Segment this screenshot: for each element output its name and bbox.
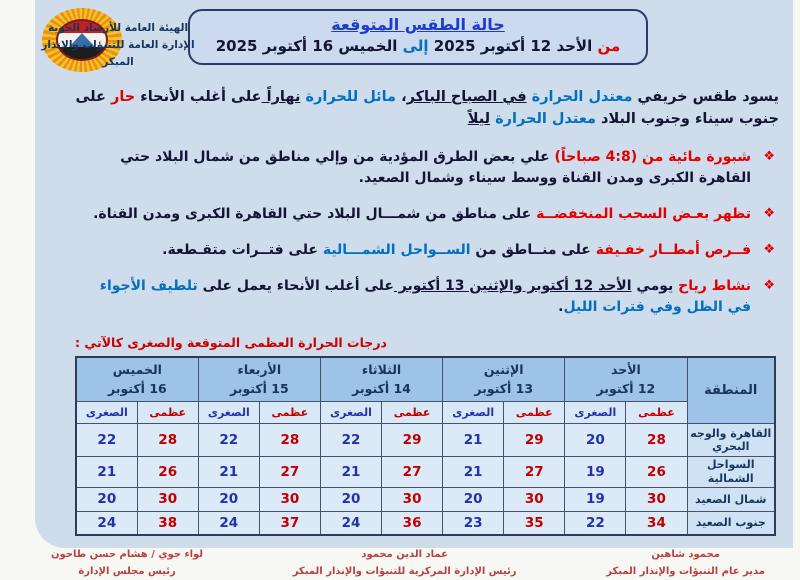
weather-bulletin-document [35,0,793,578]
text-segment: يعمل على [197,277,272,294]
document-title: حالة الطقس المتوقعة [331,15,505,34]
bulletin-header [35,0,793,82]
temperature-table-body [76,424,775,536]
signature-name: محمود شاهين [651,549,720,561]
forecast-bullet [75,204,781,225]
region-name-cell: السواحل الشمالية [687,457,775,488]
min-temp-cell: 22 [198,424,259,457]
min-temp-cell: 21 [320,457,381,488]
day-header: الأحد 12 أكتوبر [565,357,687,402]
max-temp-cell: 27 [382,457,443,488]
text-segment: تلطيف الأجواء في الظل وفي فترات الليل [99,277,751,315]
text-segment: الخميس 16 أكتوبر 2025 [215,37,398,55]
max-subheader: عظمى [626,402,687,424]
max-temp-cell: 36 [382,511,443,535]
forecast-content [35,82,793,318]
min-temp-cell: 22 [76,424,137,457]
max-temp-cell: 27 [504,457,565,488]
table-row [76,457,775,488]
day-header: الخميس 16 أكتوبر [76,357,198,402]
intro-paragraph [75,86,781,131]
text-segment: تظهر بعـض السحب المنخفضــة [531,205,751,222]
min-temp-cell: 22 [565,511,626,535]
max-temp-cell: 30 [137,487,198,511]
text-segment: ليلاً [467,111,491,128]
text-segment: يسود طقس خريفي [632,89,779,105]
table-row [76,487,775,511]
text-segment: على جنوب سيناء وجنوب البلاد [75,89,779,128]
bullet-diamond-icon: ❖ [763,205,775,221]
forecast-bullet [75,276,781,318]
text-segment: الأحد 12 أكتوبر والإثنين 13 أكتوبر [393,277,632,294]
min-subheader: الصغرى [443,402,504,424]
signature-title: مدير عام التنبؤات والإنذار المبكر [606,566,765,578]
min-temp-cell: 21 [198,457,259,488]
text-segment: الســواحل الشمـــالية [317,241,471,258]
temperature-table-head [76,357,775,424]
min-temp-cell: 21 [443,457,504,488]
document-subtitle [190,37,646,55]
max-temp-cell: 28 [137,424,198,457]
text-segment: في الصباح الباكر [406,89,527,105]
min-temp-cell: 20 [320,487,381,511]
max-temp-cell: 29 [504,424,565,457]
max-temp-cell: 27 [259,457,320,488]
forecast-bullet [75,240,781,261]
max-temp-cell: 26 [137,457,198,488]
bullet-diamond-icon: ❖ [763,277,775,293]
max-temp-cell: 38 [137,511,198,535]
bullets-list [75,147,781,318]
region-name-cell: جنوب الصعيد [687,511,775,535]
table-row [76,424,775,457]
text-segment: على فتــرات متقـطعة. [162,241,318,258]
min-temp-cell: 21 [76,457,137,488]
text-segment: . [558,298,564,315]
text-segment: حار [105,89,136,105]
text-segment: علي بعض الطرق المؤدية من وإلي مناطق من شمال البلاد حتي القاهرة الكبرى ومدن القناة ووسط سيناء وشمال الصعيد. [120,148,751,186]
table-row [76,511,775,535]
authority-line-2: الإدارة العامة للتنبؤات والإنذار المبكر [41,38,195,68]
max-temp-cell: 30 [259,487,320,511]
text-segment: الأحد 12 أكتوبر 2025 [428,37,593,55]
signature-name: عماد الدين محمود [361,549,448,561]
text-segment: على منــاطق من [470,241,591,258]
signature-title: رئيس مجلس الإدارة [78,566,176,578]
signatures-footer [35,536,793,580]
text-segment: على أغلب الأنحاء [135,89,262,105]
max-temp-cell: 28 [626,424,687,457]
max-subheader: عظمى [259,402,320,424]
signature-director [606,546,765,580]
min-subheader: الصغرى [198,402,259,424]
text-segment: معتدل الحرارة [490,111,596,128]
min-temp-cell: 21 [443,424,504,457]
text-segment: من [592,37,621,55]
max-temp-cell: 28 [259,424,320,457]
text-segment: ، [396,89,407,105]
forecast-bullet [75,147,781,189]
min-temp-cell: 19 [565,487,626,511]
min-temp-cell: 19 [565,457,626,488]
text-segment: على مناطق من شمـــال البلاد حتي القاهرة الكبرى ومدن القناة. [93,205,532,222]
max-temp-cell: 29 [382,424,443,457]
text-segment: إلى [397,37,429,55]
signature-name: لواء جوي / هشام حسن طاحون [51,549,204,561]
min-temp-cell: 20 [76,487,137,511]
min-subheader: الصغرى [76,402,137,424]
day-header: الثلاثاء 14 أكتوبر [320,357,442,402]
max-subheader: عظمى [504,402,565,424]
min-temp-cell: 24 [320,511,381,535]
text-segment: على أغلب الأنحاء [271,277,394,294]
min-temp-cell: 20 [198,487,259,511]
max-temp-cell: 30 [626,487,687,511]
max-temp-cell: 30 [504,487,565,511]
table-title: درجات الحرارة العظمى المتوقعة والصغرى كالآتي : [75,334,387,350]
bullet-diamond-icon: ❖ [763,148,775,164]
min-subheader: الصغرى [320,402,381,424]
signature-title: رئيس الإدارة المركزية للتنبؤات والإنذار المبكر [292,566,517,578]
bullet-diamond-icon: ❖ [763,241,775,257]
temperature-table [75,356,776,537]
max-subheader: عظمى [137,402,198,424]
max-temp-cell: 30 [382,487,443,511]
day-header: الأربعاء 15 أكتوبر [198,357,320,402]
region-name-cell: القاهرة والوجه البحري [687,424,775,457]
max-subheader: عظمى [382,402,443,424]
min-temp-cell: 24 [198,511,259,535]
text-segment: نهاراً [261,89,301,105]
signature-chairman [51,546,203,580]
day-header: الإثنين 13 أكتوبر [443,357,565,402]
text-segment: معتدل الحرارة [526,89,633,105]
region-name-cell: شمال الصعيد [687,487,775,511]
max-temp-cell: 37 [259,511,320,535]
min-subheader: الصغرى [565,402,626,424]
signature-head-central [293,546,517,580]
min-temp-cell: 23 [443,511,504,535]
region-column-header: المنطقة [687,357,775,424]
text-segment: فــرص أمطــار خفـيفة [590,241,751,258]
min-temp-cell: 20 [565,424,626,457]
title-box [188,9,648,65]
min-temp-cell: 24 [76,511,137,535]
max-temp-cell: 26 [626,457,687,488]
text-segment: يومي [631,277,674,294]
max-temp-cell: 34 [626,511,687,535]
authority-name-block [39,20,197,70]
min-temp-cell: 22 [320,424,381,457]
min-temp-cell: 20 [443,487,504,511]
max-temp-cell: 35 [504,511,565,535]
text-segment: مائل للحرارة [300,89,397,105]
text-segment: نشاط رياح [673,277,751,294]
authority-line-1: الهيئة العامة للأرصاد الجوية [47,22,189,34]
text-segment: شبورة مائية من (4:8 صباحاً) [549,148,751,165]
